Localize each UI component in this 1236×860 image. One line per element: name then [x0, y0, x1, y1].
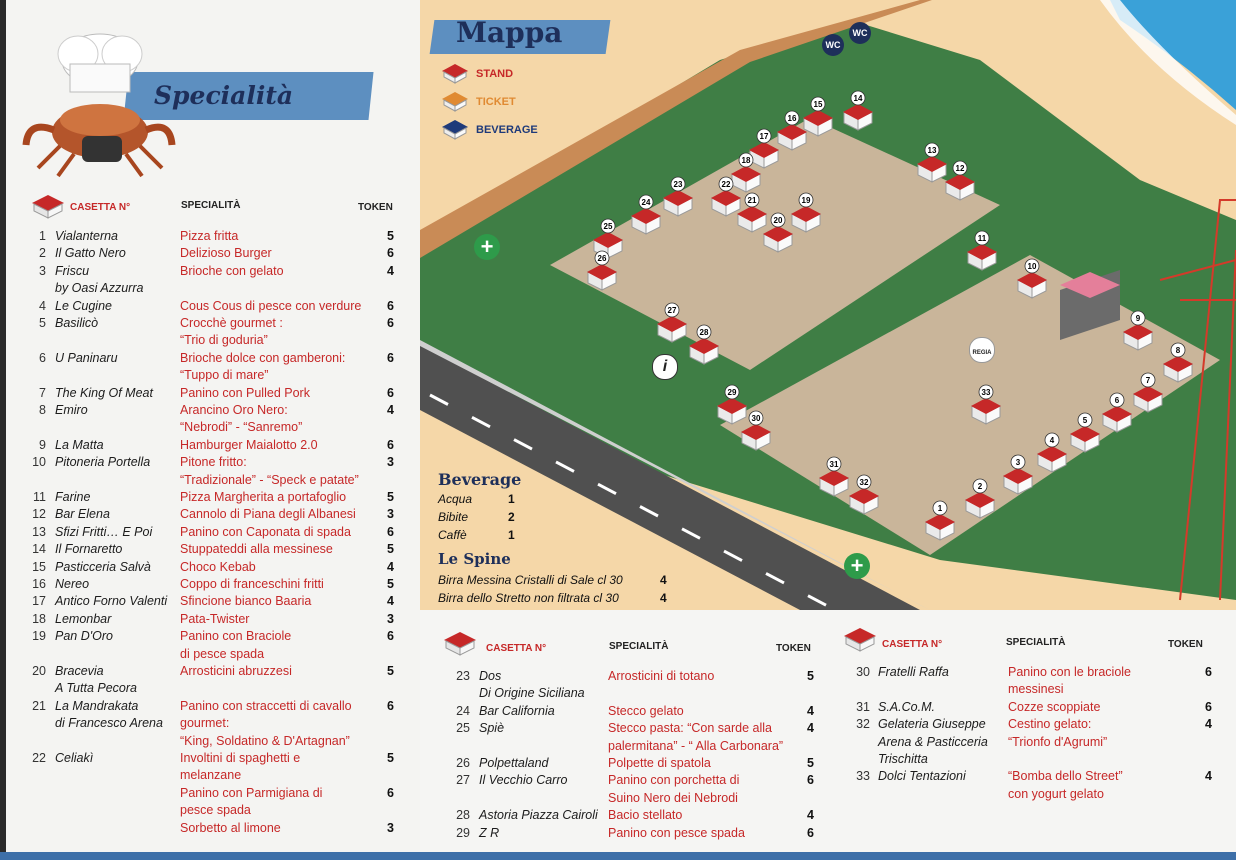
specialty: “Trionfo d'Agrumi” — [1008, 734, 1108, 749]
map-stand-number: 6 — [1114, 396, 1120, 405]
token-count: 4 — [1205, 769, 1212, 784]
stand-name: La Mandrakata — [55, 698, 139, 713]
stand-number: 20 — [32, 664, 46, 678]
table-row — [0, 332, 420, 349]
stand-number: 4 — [39, 298, 46, 313]
beverage-item — [438, 492, 538, 506]
specialty: Coppo di franceschini fritti — [180, 577, 324, 591]
token-count: 6 — [387, 316, 394, 330]
token-count: 5 — [807, 756, 814, 770]
legend-label: TICKET — [476, 96, 516, 108]
spine-token: 4 — [660, 573, 667, 587]
stand-number: 10 — [32, 455, 46, 470]
specialty: Panino con Caponata di spada — [180, 524, 351, 539]
stand-name: Spiè — [479, 721, 505, 736]
specialty: gourmet: — [180, 716, 230, 731]
token-count: 3 — [387, 455, 394, 470]
table-row — [0, 663, 420, 680]
stand-name: Nereo — [55, 577, 90, 591]
stand-number: 19 — [32, 629, 46, 644]
specialty: Suino Nero dei Nebrodi — [608, 790, 738, 805]
chef-crab-illustration — [18, 20, 178, 180]
stand-number: 11 — [33, 490, 46, 504]
stand-name: di Francesco Arena — [55, 716, 163, 731]
stand-name: Bar California — [479, 703, 555, 718]
specialita-panel — [0, 0, 420, 860]
col-casetta-header: CASETTA N° — [882, 639, 943, 650]
table-row — [0, 541, 420, 558]
table-row — [0, 750, 420, 767]
stand-number: 5 — [39, 316, 46, 330]
stand-number: 15 — [32, 559, 46, 574]
table-row — [0, 385, 420, 402]
token-count: 5 — [387, 664, 394, 678]
stand-number: 7 — [39, 385, 46, 400]
token-count: 5 — [387, 751, 394, 765]
beverage-item — [438, 510, 538, 524]
stand-number: 29 — [456, 825, 470, 840]
map-stand-number: 7 — [1145, 376, 1151, 385]
stand-number: 25 — [456, 721, 470, 736]
token-count: 6 — [807, 773, 814, 788]
beverage-name: Acqua — [438, 492, 473, 506]
stand-number: 30 — [856, 665, 870, 679]
map-stand-number: 31 — [829, 460, 839, 469]
stand-number: 6 — [39, 350, 46, 365]
specialty: Hamburger Maialotto 2.0 — [180, 437, 318, 452]
table-row — [420, 790, 820, 807]
spine-title: Le Spine — [438, 550, 511, 568]
token-count: 5 — [387, 490, 394, 504]
table-row — [0, 820, 420, 837]
token-count: 5 — [387, 229, 394, 243]
specialty: Cestino gelato: — [1008, 717, 1092, 732]
legend-label: STAND — [476, 68, 514, 80]
table-row — [420, 720, 820, 737]
legend-house-icon — [440, 90, 470, 112]
map-stand-number: 9 — [1135, 314, 1141, 323]
specialty: Panino con pesce spada — [608, 825, 745, 840]
specialty: Panino con Parmigiana di — [180, 785, 323, 800]
col-specialita-header: SPECIALITÀ — [609, 641, 669, 652]
stand-number: 33 — [856, 769, 870, 784]
table-row — [0, 576, 420, 593]
specialty: palermitana” - “ Alla Carbonara” — [608, 738, 784, 753]
col-token-header: TOKEN — [358, 202, 393, 213]
specialty: Bacio stellato — [608, 808, 683, 823]
first-aid-icon: + — [844, 553, 870, 579]
specialty: Cozze scoppiate — [1008, 699, 1101, 714]
table-row — [0, 767, 420, 784]
table-row — [0, 698, 420, 715]
table-row — [0, 263, 420, 280]
stand-number: 17 — [32, 594, 46, 609]
map-stand-number: 10 — [1027, 262, 1037, 271]
map-stand-number: 16 — [787, 114, 797, 123]
table-row — [0, 715, 420, 732]
stand-name: Trischitta — [878, 752, 928, 766]
map-stand-number: 18 — [741, 156, 751, 165]
stand-name: Antico Forno Valenti — [55, 594, 168, 609]
stand-number: 2 — [39, 246, 46, 261]
token-count: 6 — [387, 785, 394, 800]
token-count: 5 — [387, 542, 394, 557]
stand-name: Vialanterna — [55, 229, 119, 243]
table-row — [820, 681, 1230, 698]
stand-name: The King Of Meat — [55, 385, 153, 400]
stand-number: 16 — [32, 577, 46, 591]
legend-label: BEVERAGE — [476, 124, 538, 136]
specialty: Arancino Oro Nero: — [180, 403, 288, 417]
stand-name: Polpettaland — [479, 756, 549, 770]
stand-name: Pan D'Oro — [55, 629, 113, 644]
stand-number: 27 — [456, 773, 470, 788]
map-stand-number: 33 — [981, 388, 991, 397]
specialty: Choco Kebab — [180, 559, 256, 574]
table-row — [420, 772, 820, 789]
stand-name: Celiakì — [55, 751, 94, 765]
specialty: Crocchè gourmet : — [180, 316, 283, 330]
stand-name: Di Origine Siciliana — [479, 686, 585, 701]
spine-item — [438, 573, 678, 587]
beverage-name: Caffè — [438, 528, 467, 542]
table-row — [0, 646, 420, 663]
map-stand-number: 8 — [1175, 346, 1181, 355]
specialty: Delizioso Burger — [180, 246, 272, 261]
token-count: 6 — [387, 298, 394, 313]
col-casetta-header: CASETTA N° — [486, 643, 547, 654]
token-count: 6 — [387, 629, 394, 644]
stand-name: Basilicò — [55, 316, 99, 330]
spine-name: Birra Messina Cristalli di Sale cl 30 — [438, 573, 623, 587]
specialty: Arrosticini di totano — [608, 669, 715, 683]
stand-number: 32 — [856, 717, 870, 732]
stand-name: Farine — [55, 490, 91, 504]
stand-name: Bracevia — [55, 664, 104, 678]
stand-name: by Oasi Azzurra — [55, 281, 144, 296]
stand-name: Dolci Tentazioni — [878, 769, 966, 784]
specialty: Brioche con gelato — [180, 263, 284, 278]
token-count: 4 — [1205, 717, 1212, 732]
token-count: 3 — [387, 820, 394, 835]
beverage-token: 1 — [508, 492, 515, 506]
specialty: pesce spada — [180, 803, 251, 818]
event-map — [420, 0, 1236, 610]
map-stand-number: 24 — [641, 198, 651, 207]
table-row — [420, 825, 820, 842]
specialty: Arrosticini abruzzesi — [180, 664, 292, 678]
stand-number: 21 — [32, 698, 46, 713]
stand-name: Fratelli Raffa — [878, 665, 949, 679]
stand-name: Dos — [479, 669, 502, 683]
beverage-token: 2 — [508, 510, 515, 524]
table-row — [0, 785, 420, 802]
map-stand-number: 14 — [853, 94, 863, 103]
specialty: melanzane — [180, 768, 242, 783]
specialty: Stecco pasta: “Con sarde alla — [608, 721, 772, 736]
table-row — [0, 298, 420, 315]
table-row — [420, 755, 820, 772]
beverage-item — [438, 528, 538, 542]
map-stand-number: 4 — [1049, 436, 1055, 445]
table-row — [820, 716, 1230, 733]
specialty: Panino con Pulled Pork — [180, 385, 310, 400]
map-stand-number: 11 — [977, 234, 987, 243]
table-row — [420, 668, 820, 685]
map-stand-number: 23 — [673, 180, 683, 189]
wc-badge: WC — [822, 34, 844, 56]
specialty: Panino con porchetta di — [608, 773, 740, 788]
table-row — [820, 664, 1230, 681]
map-stand-number: 22 — [721, 180, 731, 189]
token-count: 6 — [387, 698, 394, 713]
specialty: Stuppateddi alla messinese — [180, 542, 333, 557]
stand-name: Pitoneria Portella — [55, 455, 151, 470]
map-stand-number: 15 — [813, 100, 823, 109]
stand-house-icon — [442, 630, 478, 656]
specialty: “Trio di goduria” — [180, 333, 268, 348]
bottom-edge — [0, 852, 1236, 860]
stand-house-icon — [842, 626, 878, 652]
map-stand-number: 25 — [603, 222, 613, 231]
token-count: 3 — [387, 507, 394, 522]
stand-name: Arena & Pasticceria — [878, 734, 988, 749]
legend-house-icon — [440, 62, 470, 84]
token-count: 3 — [387, 611, 394, 626]
stand-name: Il Fornaretto — [55, 542, 123, 557]
table-row — [820, 786, 1230, 803]
map-stand-number: 2 — [977, 482, 983, 491]
table-row — [420, 703, 820, 720]
token-count: 4 — [807, 721, 814, 736]
token-count: 4 — [807, 808, 814, 823]
stand-number: 14 — [32, 542, 46, 557]
col-casetta-header: CASETTA N° — [70, 202, 131, 213]
stand-number: 22 — [32, 751, 46, 765]
spine-item — [438, 591, 678, 605]
stand-number: 9 — [39, 437, 46, 452]
map-stand-number: 21 — [747, 196, 757, 205]
col-specialita-header: SPECIALITÀ — [181, 200, 241, 211]
table-row — [0, 733, 420, 750]
stand-number: 26 — [456, 756, 470, 770]
table-row — [420, 738, 820, 755]
map-stand-number: 30 — [751, 414, 761, 423]
token-count: 5 — [807, 669, 814, 683]
specialty: Cous Cous di pesce con verdure — [180, 298, 362, 313]
table-row — [420, 807, 820, 824]
stand-number: 23 — [456, 669, 470, 683]
map-stand-number: 32 — [859, 478, 869, 487]
table-row — [0, 454, 420, 471]
stand-number: 18 — [32, 611, 46, 626]
map-stand-number: 19 — [801, 196, 811, 205]
specialty: Panino con Braciole — [180, 629, 292, 644]
stand-name: Z R — [479, 825, 500, 840]
token-count: 4 — [387, 559, 394, 574]
table-row — [0, 280, 420, 297]
specialty: Pizza Margherita a portafoglio — [180, 490, 347, 504]
table-row — [0, 472, 420, 489]
table-row — [0, 245, 420, 262]
table-row — [0, 419, 420, 436]
table-row — [0, 593, 420, 610]
stand-house-icon — [30, 193, 66, 219]
specialty: Stecco gelato — [608, 703, 684, 718]
map-stand-number: 29 — [727, 388, 737, 397]
table-row — [0, 437, 420, 454]
table-row — [0, 402, 420, 419]
specialty: messinesi — [1008, 682, 1064, 697]
stand-name: Sfizi Fritti… E Poi — [55, 524, 153, 539]
regia-label: REGIA — [969, 337, 995, 363]
specialty: Pitone fritto: — [180, 455, 247, 470]
specialty: Brioche dolce con gamberoni: — [180, 350, 346, 365]
stand-number: 3 — [39, 263, 46, 278]
specialty: Polpette di spatola — [608, 756, 711, 770]
table-row — [0, 506, 420, 523]
map-stand-number: 20 — [773, 216, 783, 225]
beverage-token: 1 — [508, 528, 515, 542]
table-row — [820, 768, 1230, 785]
wc-badge: WC — [849, 22, 871, 44]
stand-number: 28 — [456, 808, 470, 823]
legend-house-icon — [440, 118, 470, 140]
table-row — [0, 367, 420, 384]
stand-number: 1 — [39, 229, 46, 243]
stand-number: 31 — [856, 699, 870, 714]
token-count: 6 — [387, 437, 394, 452]
token-count: 6 — [387, 350, 394, 365]
specialty: “Bomba dello Street” — [1008, 769, 1123, 784]
first-aid-icon: + — [474, 234, 500, 260]
stand-number: 24 — [456, 703, 470, 718]
token-count: 6 — [1205, 665, 1212, 679]
token-count: 6 — [387, 246, 394, 261]
stand-name: A Tutta Pecora — [55, 681, 137, 696]
map-illustration — [420, 0, 1236, 610]
map-stand-number: 12 — [955, 164, 965, 173]
specialty: Pizza fritta — [180, 229, 239, 243]
token-count: 5 — [387, 577, 394, 591]
stand-name: La Matta — [55, 437, 104, 452]
map-stand-number: 26 — [597, 254, 607, 263]
specialty: Sfincione bianco Baaria — [180, 594, 312, 609]
specialita-title: Specialità — [154, 81, 294, 110]
table-row — [820, 734, 1230, 751]
stand-name: Friscu — [55, 263, 90, 278]
specialty: di pesce spada — [180, 646, 265, 661]
stand-name: Astoria Piazza Cairoli — [479, 808, 598, 823]
stand-name: Le Cugine — [55, 298, 112, 313]
map-stand-number: 17 — [759, 132, 769, 141]
table-row — [0, 611, 420, 628]
token-count: 6 — [1205, 699, 1212, 714]
stand-number: 13 — [32, 524, 46, 539]
spine-token: 4 — [660, 591, 667, 605]
specialty: “King, Soldatino & D'Artagnan” — [180, 733, 350, 748]
table-row — [0, 802, 420, 819]
table-row — [0, 489, 420, 506]
token-count: 4 — [387, 594, 394, 609]
specialty: Involtini di spaghetti e — [180, 751, 301, 765]
token-count: 4 — [387, 403, 394, 417]
map-title: Mappa — [456, 16, 563, 49]
spine-name: Birra dello Stretto non filtrata cl 30 — [438, 591, 619, 605]
stand-name: Bar Elena — [55, 507, 110, 522]
token-count: 4 — [387, 263, 394, 278]
map-stand-number: 27 — [667, 306, 677, 315]
map-stand-number: 1 — [937, 504, 943, 513]
col-token-header: TOKEN — [1168, 639, 1203, 650]
map-stand-number: 3 — [1015, 458, 1021, 467]
stand-name: Il Vecchio Carro — [479, 773, 568, 788]
table-row — [420, 685, 820, 702]
table-row — [820, 699, 1230, 716]
table-row — [0, 315, 420, 332]
specialty: “Tuppo di mare” — [180, 368, 269, 383]
table-row — [0, 228, 420, 245]
col-token-header: TOKEN — [776, 643, 811, 654]
token-count: 6 — [387, 524, 394, 539]
specialty: Sorbetto al limone — [180, 820, 281, 835]
stand-number: 8 — [39, 403, 46, 417]
table-row — [0, 524, 420, 541]
specialty: “Tradizionale” - “Speck e patate” — [180, 472, 359, 487]
map-stand-number: 5 — [1082, 416, 1088, 425]
stand-number: 12 — [32, 507, 46, 522]
stand-name: S.A.Co.M. — [878, 699, 935, 714]
stand-name: Gelateria Giuseppe — [878, 717, 986, 732]
specialty: con yogurt gelato — [1008, 786, 1104, 801]
table-row — [0, 680, 420, 697]
bottom-tables — [420, 610, 1236, 860]
token-count: 4 — [807, 703, 814, 718]
specialty: Panino con straccetti di cavallo — [180, 698, 352, 713]
col-specialita-header: SPECIALITÀ — [1006, 637, 1066, 648]
table-row — [820, 751, 1230, 768]
beverage-title: Beverage — [438, 470, 522, 489]
specialty: Panino con le braciole — [1008, 665, 1131, 679]
beverage-name: Bibite — [438, 510, 469, 524]
stand-name: Il Gatto Nero — [55, 246, 126, 261]
map-stand-number: 13 — [927, 146, 937, 155]
info-icon: i — [652, 354, 678, 380]
table-row — [0, 350, 420, 367]
stand-name: U Paninaru — [55, 350, 118, 365]
specialty: Pata-Twister — [180, 611, 250, 626]
specialty: Cannolo di Piana degli Albanesi — [180, 507, 356, 522]
map-stand-number: 28 — [699, 328, 709, 337]
stand-name: Lemonbar — [55, 611, 112, 626]
table-row — [0, 559, 420, 576]
token-count: 6 — [807, 825, 814, 840]
stand-name: Pasticceria Salvà — [55, 559, 151, 574]
stand-name: Emiro — [55, 403, 88, 417]
specialty: “Nebrodi” - “Sanremo” — [180, 420, 303, 435]
token-count: 6 — [387, 385, 394, 400]
table-row — [0, 628, 420, 645]
